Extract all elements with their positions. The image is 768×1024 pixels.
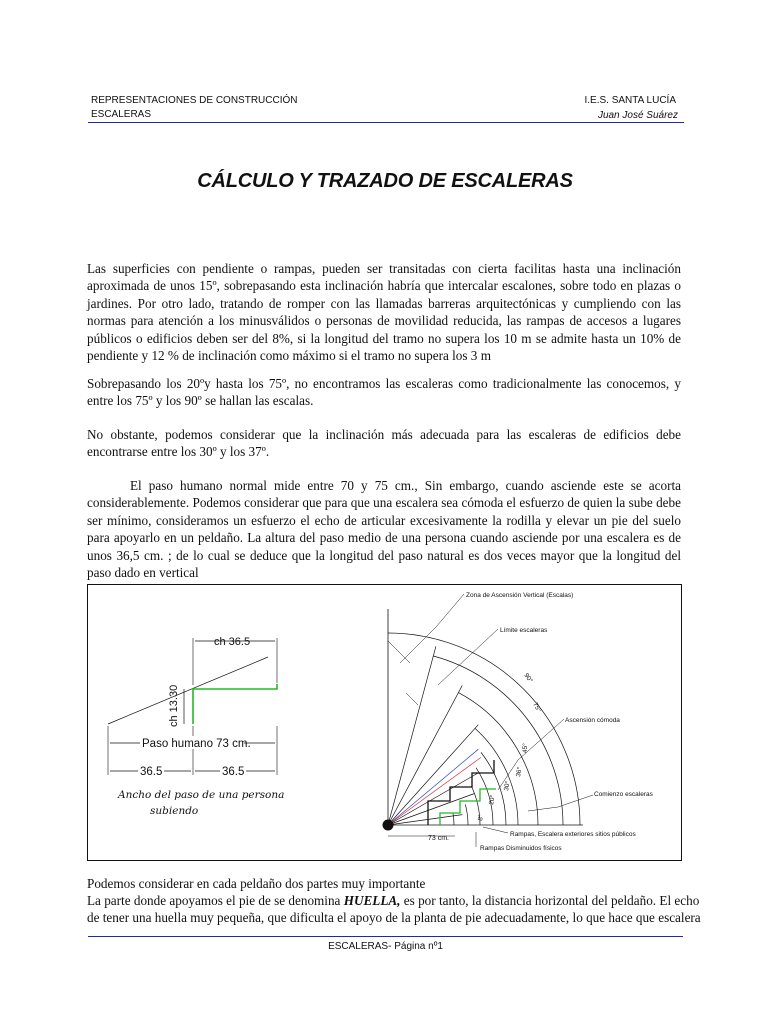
rampas-ext-label: Rampas, Escalera exteriores sitios públicos bbox=[510, 831, 636, 838]
paragraph-huella bbox=[87, 892, 700, 909]
paragraph-parts: Podemos considerar en cada peldaño dos partes muy importante bbox=[87, 876, 426, 891]
deg75-label: 75° bbox=[531, 701, 543, 714]
angle-arc-1 bbox=[433, 656, 563, 825]
step-diagram bbox=[108, 636, 284, 817]
leader-line-4 bbox=[483, 827, 508, 833]
deg45-label: 45° bbox=[522, 743, 529, 753]
huella-text-after: es por tanto, la distancia horizontal del peldaño. El echo bbox=[400, 893, 700, 908]
header-topic: ESCALERAS bbox=[91, 109, 152, 120]
ch-top-label: ch 36.5 bbox=[214, 636, 251, 648]
deg20-label: 20° bbox=[488, 794, 497, 806]
leader-line-6 bbox=[388, 641, 410, 663]
angle-arc-2 bbox=[458, 693, 538, 825]
page-title: CÁLCULO Y TRAZADO DE ESCALERAS bbox=[197, 170, 573, 192]
origin-point bbox=[383, 820, 394, 831]
paragraph-inclination: No obstante, podemos considerar que la inclinación más adecuada para las escaleras de edificios debe encontrarse entre los 30º y los 37º. bbox=[87, 427, 681, 460]
deg30-label: 30° bbox=[503, 780, 512, 792]
handwritten-line2: subiendo bbox=[150, 805, 199, 817]
ascension-label: Ascensión cómoda bbox=[565, 717, 620, 724]
header-author: Juan José Suárez bbox=[597, 110, 678, 121]
limite-label: Límite escaleras bbox=[500, 627, 548, 634]
leader-line-7 bbox=[406, 693, 418, 705]
inclination-diagram bbox=[383, 592, 654, 852]
figure-box bbox=[87, 584, 682, 861]
huella-text-before: La parte donde apoyamos el pie de se denomina bbox=[87, 893, 344, 908]
angle-arc-8 bbox=[453, 814, 454, 826]
paragraph-ramps: Las superficies con pendiente o rampas, pueden ser transitadas con cierta facilitas hasta una inclinación aproximada de unos 15º, sobrepasando esta inclinación habría que intercalar escalones, sobre todo en plazas o jardines. Por otro lado, tratando de romper con las llamadas barreras arquitectónicas y cumpliendo con las normas para atención a los minusválidos o personas de movilidad reducida, las rampas de accesos a lugares públicos o edificios deben ser del 8%, si la longitud del tramo no supera los 10 m se admite hasta un 10% de pendiente y 12 % de inclinación como máximo si el tramo no supera los 3 m bbox=[87, 261, 681, 364]
comienzo-label: Comienzo escaleras bbox=[594, 791, 653, 798]
leader-line-1 bbox=[438, 629, 498, 685]
angle-arc-7 bbox=[465, 804, 468, 825]
dim-left-label: 36.5 bbox=[140, 766, 163, 778]
step-profile bbox=[193, 684, 277, 724]
dim-right-label: 36.5 bbox=[222, 766, 245, 778]
angle-ray-6 bbox=[388, 794, 475, 826]
deg90-label: 90° bbox=[522, 672, 534, 685]
header-rule bbox=[88, 122, 684, 123]
deg8-label: 8° bbox=[477, 814, 486, 822]
dist-label: 73 cm. bbox=[428, 835, 450, 842]
paragraph-huella-cont: de tener una huella muy pequeña, que dificulta el apoyo de la planta de pie adecuadamente, lo que hace que escalera bbox=[87, 910, 701, 925]
paso-label: Paso humano 73 cm. bbox=[142, 738, 251, 750]
ch-side-label: ch 13.30 bbox=[168, 684, 180, 727]
angle-ray-7 bbox=[388, 815, 462, 825]
paragraph-angles: Sobrepasando los 20ºy hasta los 75º, no encontramos las escaleras como tradicionalmente las conocemos, y entre los 75º y los 90º se hallan las escalas. bbox=[87, 376, 681, 409]
page-footer: ESCALERAS- Página nº1 bbox=[328, 941, 443, 952]
huella-term: HUELLA, bbox=[343, 893, 401, 908]
header-school: I.E.S. SANTA LUCÍA bbox=[584, 95, 676, 106]
header-course: REPRESENTACIONES DE CONSTRUCCIÓN bbox=[91, 95, 298, 106]
zona-label: Zona de Ascensión Vertical (Escalas) bbox=[466, 592, 574, 599]
angle-rays bbox=[388, 646, 481, 825]
leader-line-0 bbox=[400, 594, 464, 663]
paragraph-human-step: El paso humano normal mide entre 70 y 75 cm., Sin embargo, cuando asciende este se acorta considerablemente. Podemos considerar que para que una escalera sea cómoda el esfuerzo de quien la sube debe ser mínimo, consideramos un esfuerzo el echo de articular excesivamente la rodilla y elevar un pie del suelo para apoyarlo en un peldaño. La altura del paso medio de una persona cuando asciende por una escalera es de unos 36,5 cm. ; de lo cual se deduce que la longitud del paso natural es dos veces mayor que la longitud del paso dado en vertical bbox=[87, 478, 681, 581]
handwritten-line1: Ancho del paso de una persona bbox=[118, 789, 285, 801]
deg36-label: 36° bbox=[515, 766, 524, 778]
footer-rule bbox=[88, 936, 683, 937]
slope-line bbox=[108, 657, 268, 724]
angle-arc-0 bbox=[388, 633, 580, 825]
angle-arcs bbox=[388, 633, 580, 825]
rampas-dis-label: Rampas Disminuidos físicos bbox=[480, 845, 562, 852]
figure-diagrams bbox=[88, 585, 682, 861]
